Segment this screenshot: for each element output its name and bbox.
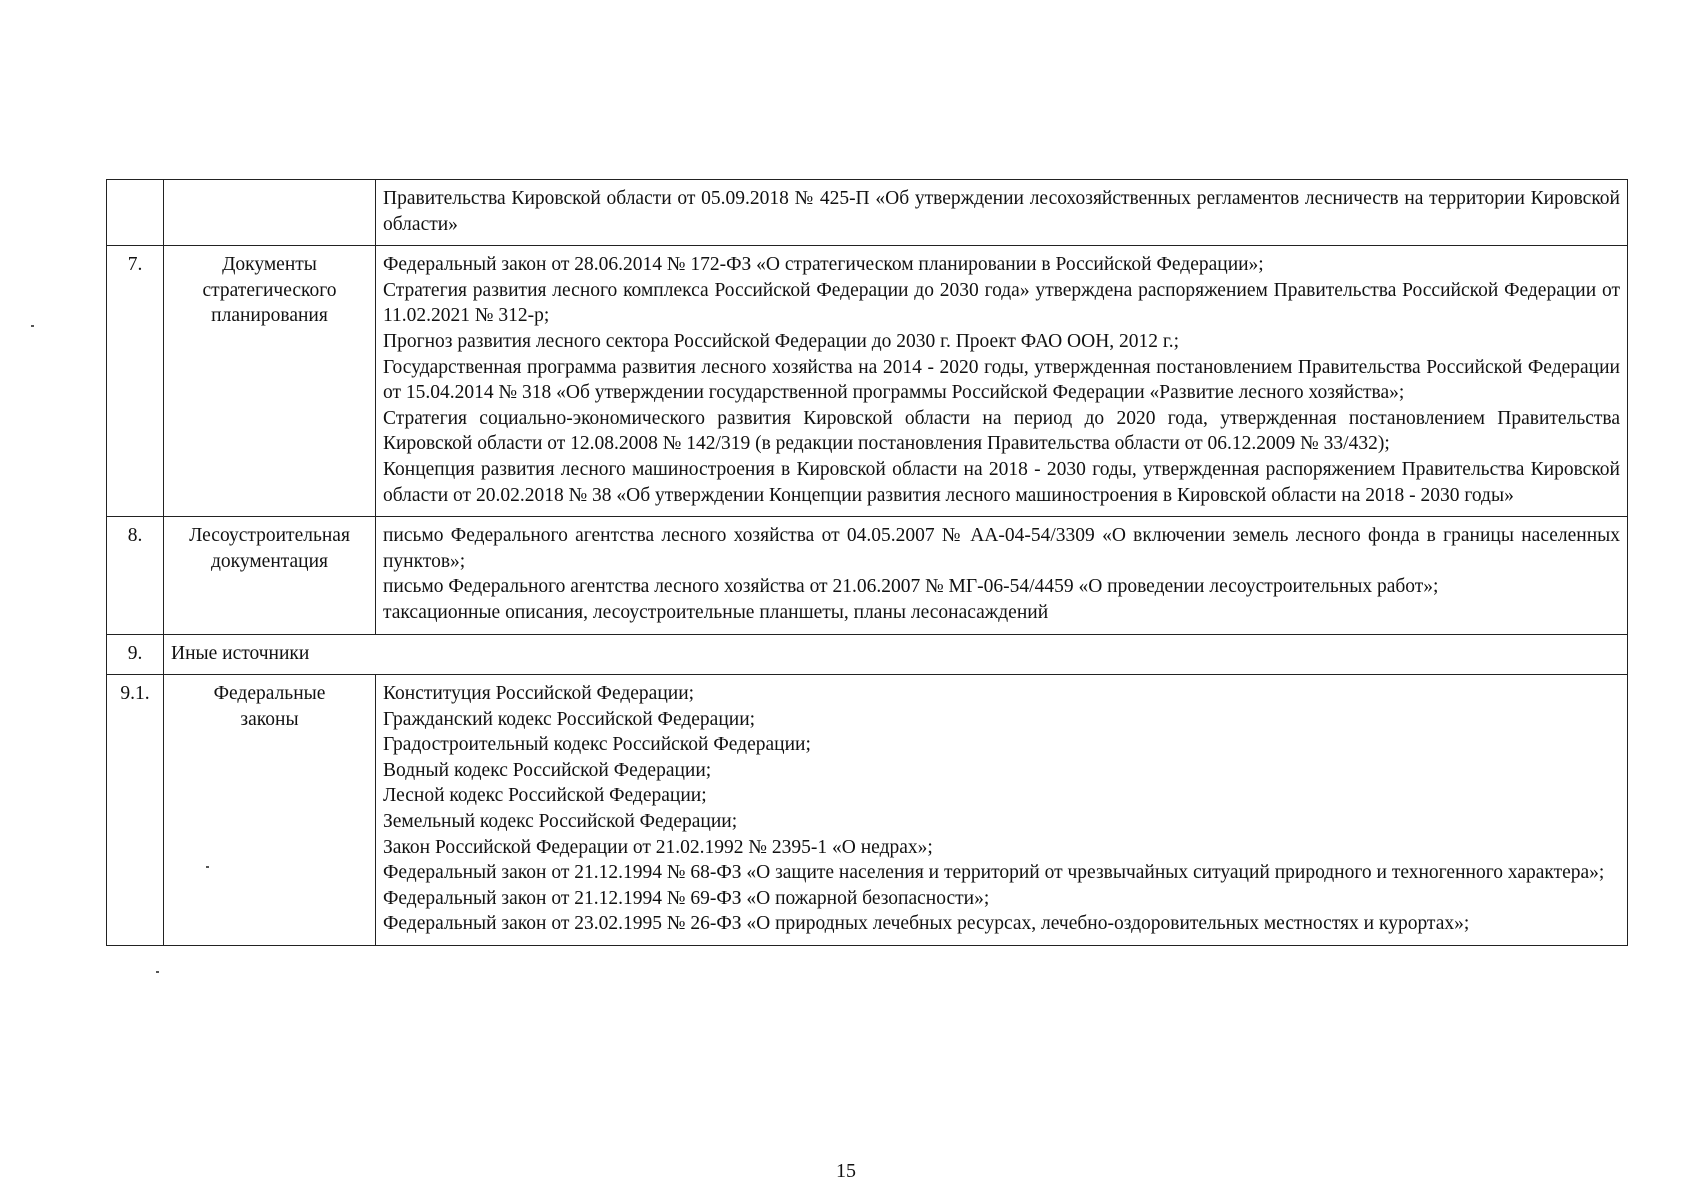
row-category [164, 246, 376, 517]
table-row [107, 246, 1628, 517]
source-paragraph: Концепция развития лесного машиностроения в Кировской области на 2018 - 2030 годы, утвержденная распоряжением Правительства Кировской области от 20.02.2018 № 38 «Об утверждении Концепции развития лесного машиностроения в Кировской области на 2018 - 2030 годы» [383, 458, 1620, 506]
source-paragraph: письмо Федерального агентства лесного хозяйства от 21.06.2007 № МГ-06-54/4459 «О проведении лесоустроительных работ»; [383, 576, 1439, 598]
table-row [107, 180, 1628, 246]
source-paragraph: Федеральный закон от 21.12.1994 № 69-ФЗ «О пожарной безопасности»; [383, 887, 990, 909]
source-paragraph: Стратегия развития лесного комплекса Российской Федерации до 2030 года» утверждена распоряжением Правительства Российской Федерации от 11.02.2021 № 312-р; [383, 279, 1620, 327]
source-paragraph: Федеральный закон от 21.12.1994 № 68-ФЗ «О защите населения и территорий от чрезвычайных ситуаций природного и техногенного характера»; [383, 862, 1605, 884]
source-paragraph: Государственная программа развития лесного хозяйства на 2014 - 2020 годы, утвержденная постановлением Правительства Российской Федерации от 15.04.2014 № 318 «Об утверждении государственной программы Российской Федерации «Развитие лесного хозяйства»; [383, 356, 1620, 404]
row-number: 7. [107, 246, 164, 517]
category-line: документация [210, 550, 329, 572]
source-paragraph: Гражданский кодекс Российской Федерации; [383, 708, 756, 730]
category-line: планирования [211, 305, 328, 327]
category-line: законы [240, 708, 299, 730]
row-number [107, 180, 164, 246]
source-paragraph: Конституция Российской Федерации; [383, 683, 695, 705]
row-category [164, 675, 376, 946]
category-line: Документы [222, 254, 317, 276]
source-paragraph: Прогноз развития лесного сектора Российской Федерации до 2030 г. Проект ФАО ООН, 2012 г.; [383, 330, 1180, 352]
source-paragraph: Правительства Кировской области от 05.09.2018 № 425-П «Об утверждении лесохозяйственных регламентов лесничеств на территории Кировской области» [383, 188, 1620, 235]
scan-speck [206, 866, 209, 868]
row-sources [376, 180, 1628, 246]
category-line: стратегического [202, 279, 337, 301]
sources-table [106, 179, 1628, 946]
source-paragraph: Федеральный закон от 28.06.2014 № 172-ФЗ «О стратегическом планировании в Российской Федерации»; [383, 254, 1264, 276]
source-paragraph: Федеральный закон от 23.02.1995 № 26-ФЗ «О природных лечебных ресурсах, лечебно-оздоровительных местностях и курортах»; [383, 913, 1470, 935]
source-paragraph: Земельный кодекс Российской Федерации; [383, 811, 738, 833]
row-number: 9.1. [107, 675, 164, 946]
table-row [107, 675, 1628, 946]
source-paragraph: Лесной кодекс Российской Федерации; [383, 785, 707, 807]
scan-speck [31, 325, 34, 327]
row-sources [376, 517, 1628, 634]
table-row [107, 634, 1628, 675]
row-sources [376, 675, 1628, 946]
page-number: 15 [836, 1160, 856, 1182]
source-paragraph: Стратегия социально-экономического развития Кировской области на период до 2020 года, утвержденная постановлением Правительства Кировской области от 12.08.2008 № 142/319 (в редакции постановления Правительства области от 06.12.2009 № 33/432); [383, 407, 1620, 455]
scan-speck [156, 971, 159, 973]
category-line: Федеральные [213, 683, 326, 705]
source-paragraph: письмо Федерального агентства лесного хозяйства от 04.05.2007 № АА-04-54/3309 «О включении земель лесного фонда в границы населенных пунктов»; [383, 525, 1620, 572]
source-paragraph: Градостроительный кодекс Российской Федерации; [383, 734, 811, 756]
source-paragraph: Водный кодекс Российской Федерации; [383, 759, 712, 781]
row-category [164, 517, 376, 634]
table-row [107, 517, 1628, 634]
source-paragraph: Закон Российской Федерации от 21.02.1992 № 2395-1 «О недрах»; [383, 836, 933, 858]
category-line: Лесоустроительная [189, 525, 350, 547]
section-title: Иные источники [164, 634, 1628, 675]
row-sources [376, 246, 1628, 517]
row-number: 9. [107, 634, 164, 675]
source-paragraph: таксационные описания, лесоустроительные планшеты, планы лесонасаждений [383, 601, 1049, 623]
row-category [164, 180, 376, 246]
row-number: 8. [107, 517, 164, 634]
